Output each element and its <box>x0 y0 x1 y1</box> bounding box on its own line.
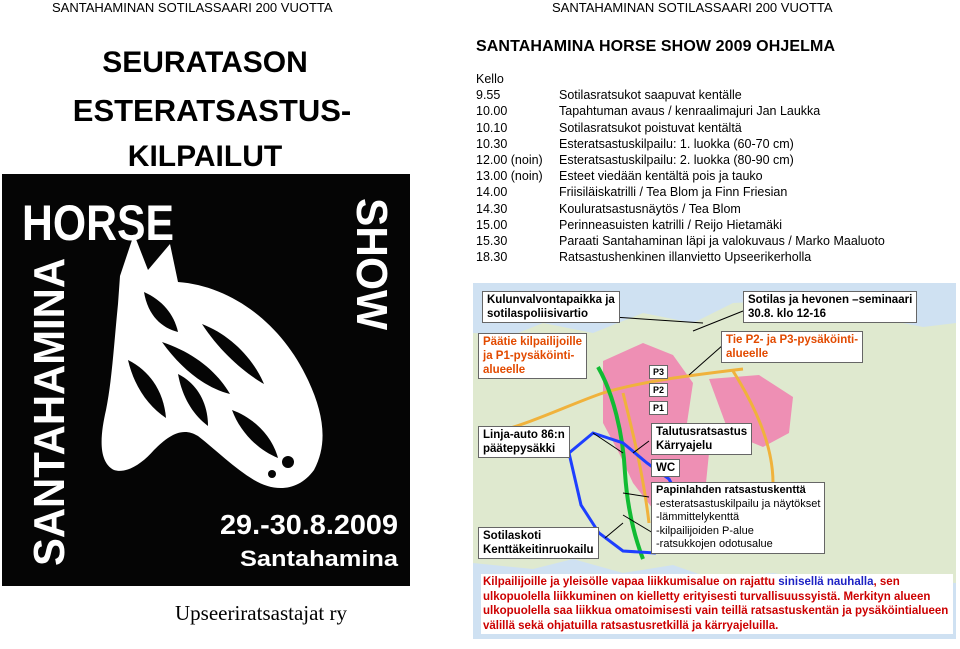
program-time: 18.30 <box>476 250 508 265</box>
label-line: Papinlahden ratsastuskenttä <box>656 484 806 496</box>
label-pony-rides <box>651 423 752 455</box>
program-time-header: Kello <box>476 72 504 86</box>
label-line: -kilpailijoiden P-alue <box>656 524 754 537</box>
area-map <box>473 283 956 639</box>
label-soldiers-home <box>478 527 599 559</box>
note-text: , sen ulkopuolella liikkuminen on kielletty erityisesti turvallisuussyistä. Merkityn alueen ulkopuolella saa liikkua omatoimisesti vain teillä ratsastuskentän ja pysäköintialueen välillä sekä ohjatuilla ratsastusretkillä ja kärryajeluilla. <box>483 576 949 632</box>
program-event: Esteet viedään kentältä pois ja tauko <box>559 169 763 184</box>
label-line: -ratsukkojen odotusalue <box>656 538 773 550</box>
label-wc: WC <box>651 459 680 477</box>
label-bus-stop <box>478 426 570 458</box>
label-line: Sotilaskoti <box>483 530 542 542</box>
poster-word-show: SHOW <box>347 198 396 335</box>
label-line: Talutusratsastus <box>656 426 748 438</box>
label-line: Kenttäkeitinruokailu <box>483 544 594 556</box>
label-line: 30.8. klo 12-16 <box>748 308 826 320</box>
program-event: Paraati Santahaminan läpi ja valokuvaus / Marko Maaluoto <box>559 233 885 248</box>
label-line: päätepysäkki <box>483 443 556 455</box>
program-title: SANTAHAMINA HORSE SHOW 2009 OHJELMA <box>476 38 836 55</box>
label-main-road <box>478 333 587 379</box>
map-movement-note <box>481 574 953 634</box>
parking-p3: P3 <box>649 365 668 379</box>
right-page-header: SANTAHAMINAN SOTILASSAARI 200 VUOTTA <box>552 0 833 15</box>
program-time: 9.55 <box>476 88 501 103</box>
label-line: alueelle <box>726 348 769 360</box>
label-riding-field <box>651 482 825 554</box>
parking-p2: P2 <box>649 383 668 397</box>
program-time: 10.10 <box>476 120 508 135</box>
note-text: Kilpailijoille ja yleisölle vapaa liikkumisalue on rajattu <box>483 576 779 588</box>
organizer-name: Upseeriratsastajat ry <box>175 601 348 625</box>
event-title-line-1: SEURATASON <box>102 46 308 79</box>
label-line: Päätie kilpailijoille <box>483 336 583 348</box>
poster-dates: 29.-30.8.2009 <box>220 509 398 540</box>
label-line: alueelle <box>483 364 526 376</box>
left-page-header: SANTAHAMINAN SOTILASSAARI 200 VUOTTA <box>52 0 333 15</box>
program-time: 14.00 <box>476 185 508 200</box>
label-line: -lämmittelykenttä <box>656 511 740 523</box>
horse-head-illustration <box>2 174 410 586</box>
program-event: Ratsastushenkinen illanvietto Upseerikerholla <box>559 250 812 265</box>
program-time: 10.00 <box>476 104 508 119</box>
program-time: 10.30 <box>476 136 508 151</box>
note-blue-ribbon-text: sinisellä nauhalla <box>778 576 874 588</box>
poster-word-santahamina: SANTAHAMINA <box>25 241 74 566</box>
label-line: Kulunvalvontapaikka ja <box>487 294 615 306</box>
label-line: ja P1-pysäköinti- <box>483 350 575 362</box>
label-p2-p3-road <box>721 331 863 363</box>
program-event: Perinneasuisten katrilli / Reijo Hietamäki <box>559 217 783 232</box>
label-line: Linja-auto 86:n <box>483 429 565 441</box>
program-time: 15.30 <box>476 233 508 248</box>
event-title-line-2: ESTERATSASTUS- <box>72 93 352 128</box>
label-seminar <box>743 291 917 323</box>
poster-word-horse: HORSE <box>22 195 174 251</box>
program-event: Kouluratsastusnäytös / Tea Blom <box>559 201 741 216</box>
program-event: Sotilasratsukot saapuvat kentälle <box>559 88 742 103</box>
label-line: Tie P2- ja P3-pysäköinti- <box>726 334 859 346</box>
program-time: 15.00 <box>476 217 508 232</box>
program-time: 14.30 <box>476 201 508 216</box>
program-event: Friisiläiskatrilli / Tea Blom ja Finn Friesian <box>559 185 788 200</box>
event-title-line-3: KILPAILUT <box>127 140 283 173</box>
label-line: Kärryajelu <box>656 440 713 452</box>
program-event: Sotilasratsukot poistuvat kentältä <box>559 120 742 135</box>
label-access-control <box>482 291 620 323</box>
program-event: Tapahtuman avaus / kenraalimajuri Jan Laukka <box>559 104 821 119</box>
poster-place: Santahamina <box>240 546 399 571</box>
label-line: Sotilas ja hevonen –seminaari <box>748 294 913 306</box>
program-time: 12.00 (noin) <box>476 152 543 167</box>
parking-p1: P1 <box>649 401 668 415</box>
label-line: -esteratsastuskilpailu ja näytökset <box>656 497 821 510</box>
program-event: Esteratsastuskilpailu: 2. luokka (80-90 cm) <box>559 152 794 167</box>
label-line: sotilaspoliisivartio <box>487 308 588 320</box>
program-event: Esteratsastuskilpailu: 1. luokka (60-70 cm) <box>559 136 794 151</box>
horse-show-poster <box>2 174 410 586</box>
program-time: 13.00 (noin) <box>476 169 543 184</box>
